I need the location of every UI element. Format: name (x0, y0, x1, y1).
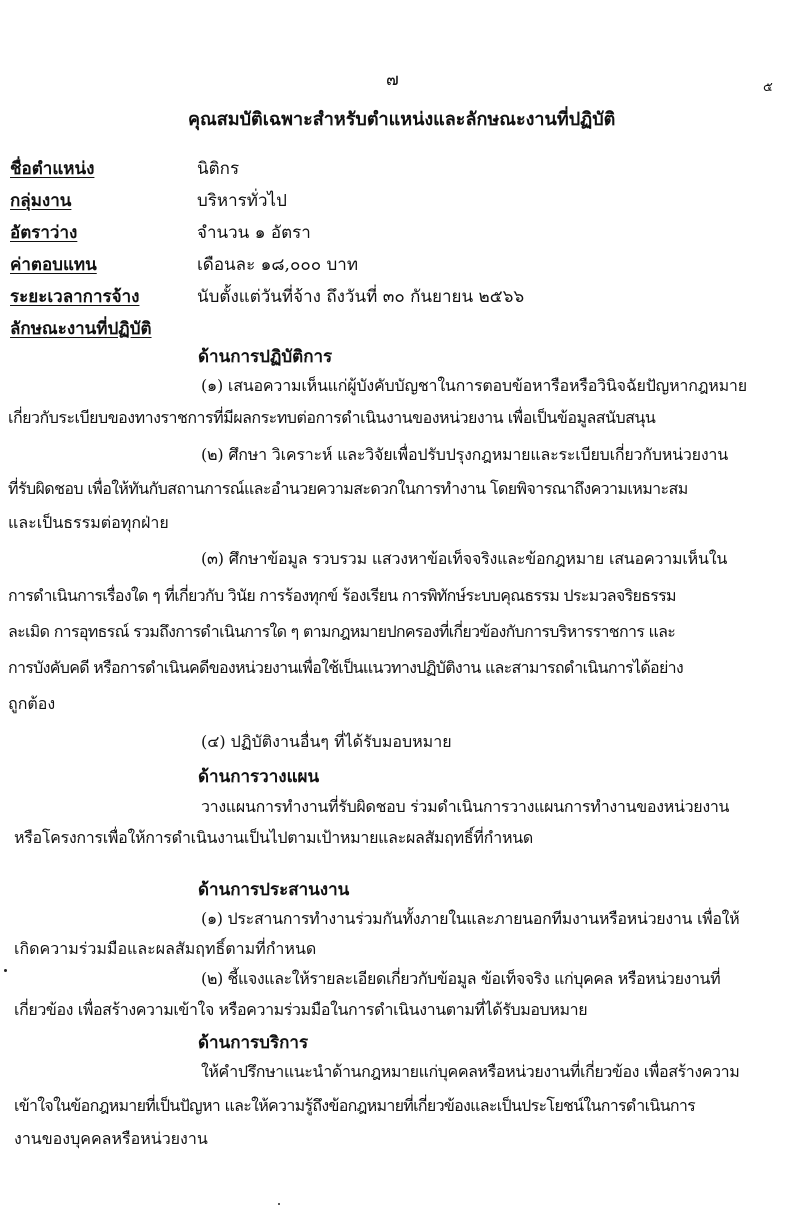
operations-item3-line4: การบังคับคดี หรือการดำเนินคดีของหน่วยงานเพื่อใช้เป็นแนวทางปฏิบัติงาน และสามารถดำเนินการได้อย่าง (8, 658, 684, 677)
corner-mark: ๕ (763, 80, 773, 95)
duration-value: นับตั้งแต่วันที่จ้าง ถึงวันที่ ๓๐ กันยายน ๒๕๖๖ (197, 287, 525, 307)
vacancy-label: อัตราว่าง (10, 223, 78, 243)
operations-item3-line3: ละเมิด การอุทธรณ์ รวมถึงการดำเนินการใด ๆ ตามกฎหมายปกครองที่เกี่ยวข้องกับการบริหารราชการ และ (8, 622, 676, 641)
service-line3: งานของบุคคลหรือหน่วยงาน (14, 1129, 208, 1148)
vacancy-value: จำนวน ๑ อัตรา (197, 223, 311, 243)
duration-label: ระยะเวลาการจ้าง (10, 287, 140, 307)
operations-item1-line1: (๑) เสนอความเห็นแก่ผู้บังคับบัญชาในการตอบข้อหารือหรือวินิจฉัยปัญหากฎหมาย (201, 376, 747, 395)
operations-item4: (๔) ปฏิบัติงานอื่นๆ ที่ได้รับมอบหมาย (201, 732, 452, 751)
service-heading: ด้านการบริการ (198, 1033, 309, 1053)
page-number: ๗ (386, 70, 399, 90)
operations-item3-line2: การดำเนินการเรื่องใด ๆ ที่เกี่ยวกับ วินัย การร้องทุกข์ ร้องเรียน การพิทักษ์ระบบคุณธรรม ประมวลจริยธรรม (8, 586, 676, 605)
operations-item2-line2: ที่รับผิดชอบ เพื่อให้ทันกับสถานการณ์และอำนวยความสะดวกในการทำงาน โดยพิจารณาถึงความเหมาะสม (8, 479, 688, 498)
coordination-item2-line2: เกี่ยวข้อง เพื่อสร้างความเข้าใจ หรือความร่วมมือในการดำเนินงานตามที่ได้รับมอบหมาย (14, 1000, 588, 1019)
scan-speck (4, 969, 7, 972)
job-nature-label: ลักษณะงานที่ปฏิบัติ (10, 319, 152, 339)
service-line2: เข้าใจในข้อกฎหมายที่เป็นปัญหา และให้ความรู้ถึงข้อกฎหมายที่เกี่ยวข้องและเป็นประโยชน์ในการดำเนินการ (14, 1096, 695, 1115)
position-label: ชื่อตำแหน่ง (10, 159, 95, 179)
coordination-item1-line1: (๑) ประสานการทำงานร่วมกันทั้งภายในและภายนอกทีมงานหรือหน่วยงาน เพื่อให้ (201, 909, 740, 928)
operations-item3-line1: (๓) ศึกษาข้อมูล รวบรวม แสวงหาข้อเท็จจริงและข้อกฎหมาย เสนอความเห็นใน (201, 549, 728, 568)
planning-line1: วางแผนการทำงานที่รับผิดชอบ ร่วมดำเนินการวางแผนการทำงานของหน่วยงาน (201, 797, 730, 816)
coordination-item1-line2: เกิดความร่วมมือและผลสัมฤทธิ์ตามที่กำหนด (14, 939, 317, 958)
operations-heading: ด้านการปฏิบัติการ (198, 347, 333, 367)
compensation-label: ค่าตอบแทน (10, 255, 97, 275)
operations-item2-line3: และเป็นธรรมต่อทุกฝ่าย (8, 513, 169, 532)
planning-heading: ด้านการวางแผน (198, 767, 320, 787)
position-value: นิติกร (197, 159, 240, 179)
operations-item2-line1: (๒) ศึกษา วิเคราะห์ และวิจัยเพื่อปรับปรุงกฎหมายและระเบียบเกี่ยวกับหน่วยงาน (201, 445, 728, 464)
planning-line2: หรือโครงการเพื่อให้การดำเนินงานเป็นไปตามเป้าหมายและผลสัมฤทธิ์ที่กำหนด (14, 828, 533, 847)
group-value: บริหารทั่วไป (197, 191, 287, 211)
group-label: กลุ่มงาน (10, 191, 72, 211)
operations-item1-line2: เกี่ยวกับระเบียบของทางราชการที่มีผลกระทบต่อการดำเนินงานของหน่วยงาน เพื่อเป็นข้อมูลสนับสนุน (8, 408, 656, 427)
compensation-value: เดือนละ ๑๘,๐๐๐ บาท (197, 255, 359, 275)
scan-speck (278, 1203, 280, 1205)
coordination-item2-line1: (๒) ชี้แจงและให้รายละเอียดเกี่ยวกับข้อมูล ข้อเท็จจริง แก่บุคคล หรือหน่วยงานที่ (201, 969, 721, 988)
operations-item3-line5: ถูกต้อง (8, 694, 56, 713)
service-line1: ให้คำปรึกษาแนะนำด้านกฎหมายแก่บุคคลหรือหน่วยงานที่เกี่ยวข้อง เพื่อสร้างความ (201, 1062, 740, 1081)
document-title: คุณสมบัติเฉพาะสำหรับตำแหน่งและลักษณะงานที่ปฏิบัติ (188, 109, 616, 130)
coordination-heading: ด้านการประสานงาน (198, 880, 350, 900)
